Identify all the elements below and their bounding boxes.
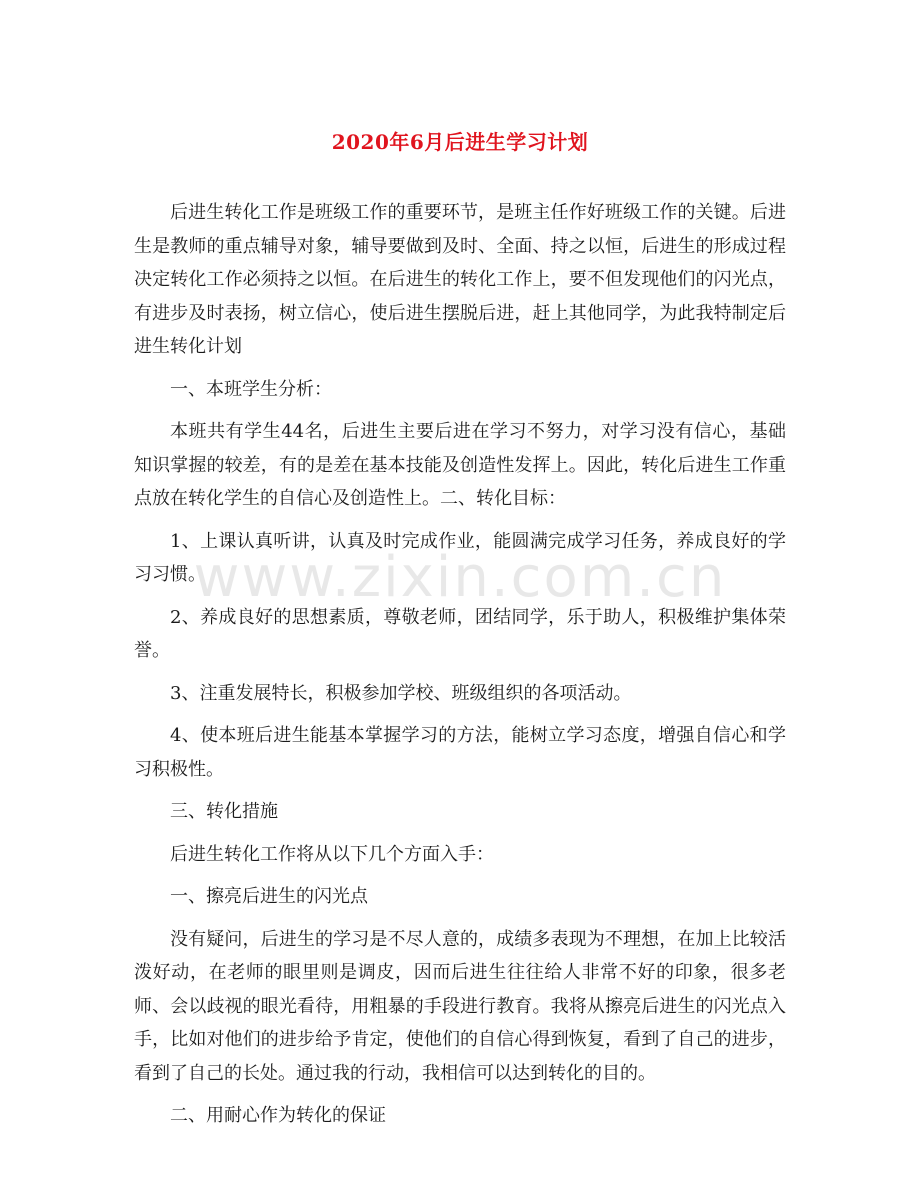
heading-student-analysis: 一、本班学生分析： — [170, 378, 332, 400]
goal-item-4: 4、使本班后进生能基本掌握学习的方法，能树立学习态度，增强自信心和学习积极性。 — [134, 725, 786, 780]
goal-item-2: 2、养成良好的思想素质，尊敬老师，团结同学，乐于助人，积极维护集体荣誉。 — [134, 606, 786, 661]
paragraph-highlight: 没有疑问，后进生的学习是不尽人意的，成绩多表现为不理想，在加上比较活泼好动，在老师的眼里则是调皮，因而后进生往往给人非常不好的印象，很多老师、会以歧视的眼光看待，用粗暴的手段进行教育。我将从擦亮后进生的闪光点入手，比如对他们的进步给予肯定，使他们的自信心得到恢复，看到了自己的进步，看到了自己的长处。通过我的行动，我相信可以达到转化的目的。 — [134, 928, 786, 1084]
document-title: 2020年6月后进生学习计划 — [331, 130, 589, 154]
document-body — [134, 196, 786, 1142]
paragraph-intro: 后进生转化工作是班级工作的重要环节，是班主任作好班级工作的关键。后进生是教师的重点辅导对象，辅导要做到及时、全面、持之以恒，后进生的形成过程决定转化工作必须持之以恒。在后进生的转化工作上，要不但发现他们的闪光点，有进步及时表扬，树立信心，使后进生摆脱后进，赶上其他同学，为此我特制定后进生转化计划 — [134, 202, 786, 357]
goal-item-1: 1、上课认真听讲，认真及时完成作业，能圆满完成学习任务，养成良好的学习习惯。 — [134, 530, 786, 585]
paragraph-student-analysis: 本班共有学生44名，后进生主要后进在学习不努力，对学习没有信心，基础知识掌握的较差，有的是差在基本技能及创造性发挥上。因此，转化后进生工作重点放在转化学生的自信心及创造性上。二、转化目标： — [134, 421, 786, 509]
goal-item-3: 3、注重发展特长，积极参加学校、班级组织的各项活动。 — [170, 682, 632, 704]
paragraph-measures-intro: 后进生转化工作将从以下几个方面入手： — [170, 843, 494, 865]
heading-measures: 三、转化措施 — [170, 801, 278, 822]
watermark: www.zixin.com.cn — [193, 545, 727, 610]
heading-highlight: 一、擦亮后进生的闪光点 — [170, 886, 368, 907]
heading-patience: 二、用耐心作为转化的保证 — [170, 1105, 386, 1126]
